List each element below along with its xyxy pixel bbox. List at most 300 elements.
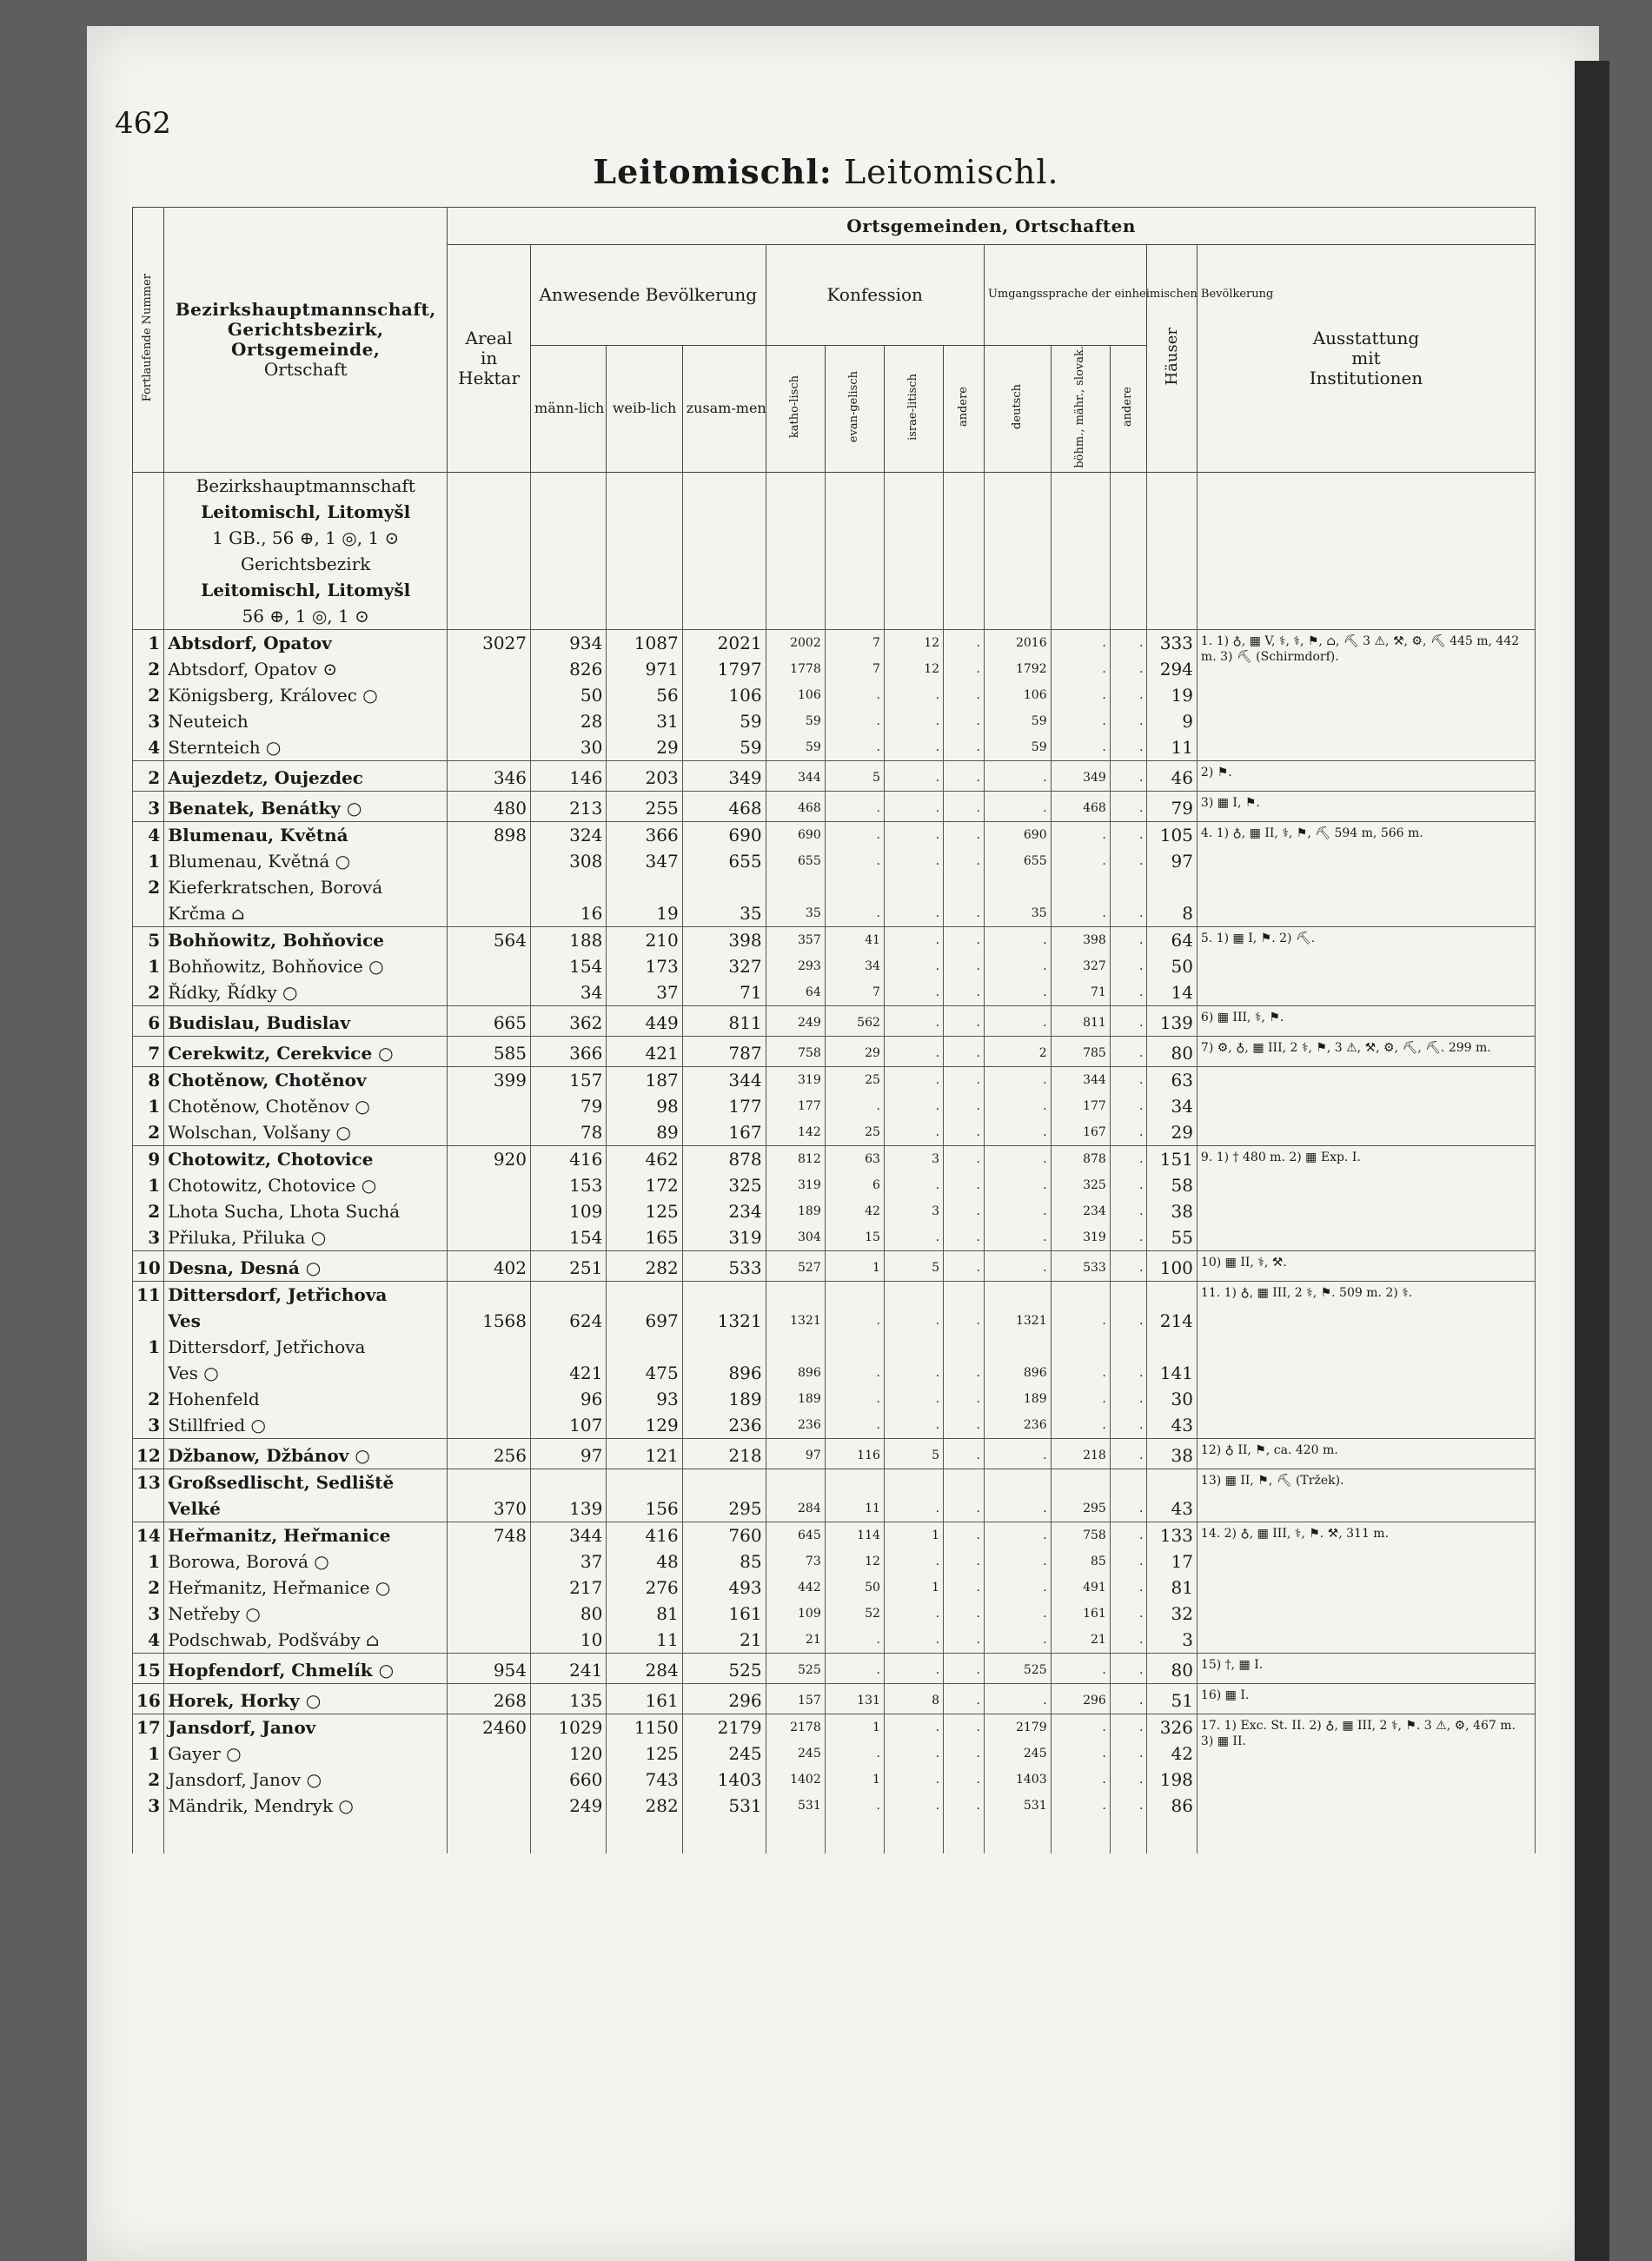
value-de: 245 [984,1741,1051,1767]
binding-edge [1575,61,1609,2261]
index-cell: 2 [133,682,164,708]
value-ev: 114 [825,1522,884,1549]
value-ev: . [825,708,884,734]
value-t: 344 [682,1067,766,1094]
value-and: . [944,927,985,954]
empty-cell [1051,525,1110,551]
value-m: 324 [531,822,607,849]
index-cell: 1 [133,1548,164,1575]
empty-cell [531,499,607,525]
value-t: 533 [682,1251,766,1282]
value-cz [1051,1334,1110,1360]
empty-cell [766,577,825,603]
index-cell: 9 [133,1146,164,1173]
value-w: 421 [607,1037,682,1067]
value-ev [825,1282,884,1309]
value-area: 2460 [448,1714,531,1741]
empty-cell [944,551,985,577]
value-m: 366 [531,1037,607,1067]
index-cell: 6 [133,1006,164,1037]
index-cell: 16 [133,1684,164,1714]
district-header-line: Leitomischl, Litomyšl [164,577,448,603]
value-t: 787 [682,1037,766,1067]
empty-cell [448,473,531,500]
value-ev: 50 [825,1575,884,1601]
empty-cell [1147,499,1198,525]
value-t: 85 [682,1548,766,1575]
empty-cell [944,603,985,630]
value-ev: . [825,900,884,927]
table-row [133,1654,1536,1684]
district-header-row [133,603,1536,630]
value-area [448,1601,531,1627]
district-header-line: Bezirkshauptmannschaft [164,473,448,500]
value-m: 362 [531,1006,607,1037]
value-area [448,979,531,1006]
value-area [448,1172,531,1198]
value-la: . [1110,734,1147,761]
value-ev: 1 [825,1251,884,1282]
value-ev: 6 [825,1172,884,1198]
value-kath: 812 [766,1146,825,1173]
header-area: Areal in Hektar [448,245,531,473]
institutions-cell: 12) ♁ II, ⚑, ca. 420 m. [1197,1439,1535,1469]
value-h: 79 [1147,792,1198,822]
table-body [133,473,1536,1854]
value-de: . [984,1093,1051,1119]
value-isr: . [884,1601,943,1627]
value-la: . [1110,1224,1147,1251]
index-cell: 2 [133,761,164,792]
value-w: 125 [607,1198,682,1224]
value-isr: . [884,1793,943,1819]
empty-cell [531,525,607,551]
value-kath: 236 [766,1412,825,1439]
place-name: Abtsdorf, Opatov ⊙ [164,656,448,682]
empty-cell [1051,499,1110,525]
value-and [944,1469,985,1496]
header-houses: Häuser [1147,245,1198,473]
value-la: . [1110,1741,1147,1767]
value-isr: . [884,1224,943,1251]
value-kath: 189 [766,1386,825,1412]
value-t: 236 [682,1412,766,1439]
value-ev: . [825,848,884,874]
value-de: . [984,1627,1051,1654]
value-kath: 442 [766,1575,825,1601]
value-la: . [1110,1714,1147,1741]
value-h: 97 [1147,848,1198,874]
empty-cell [944,473,985,500]
running-title-rest: Leitomischl. [843,153,1059,191]
value-w: 81 [607,1601,682,1627]
value-h: 43 [1147,1412,1198,1439]
value-de: 59 [984,734,1051,761]
value-kath: 1778 [766,656,825,682]
value-ev: 7 [825,656,884,682]
value-w: 31 [607,708,682,734]
value-m [531,1334,607,1360]
value-la: . [1110,1654,1147,1684]
value-la: . [1110,1067,1147,1094]
value-la: . [1110,1308,1147,1334]
value-area [448,1741,531,1767]
value-and: . [944,1093,985,1119]
value-isr: . [884,734,943,761]
value-la: . [1110,1037,1147,1067]
value-and: . [944,1360,985,1386]
value-h: 3 [1147,1627,1198,1654]
table-row [133,1146,1536,1173]
value-m: 37 [531,1548,607,1575]
value-t: 493 [682,1575,766,1601]
value-area [448,1334,531,1360]
value-isr: . [884,1627,943,1654]
value-ev: 562 [825,1006,884,1037]
value-w: 971 [607,656,682,682]
value-h: 55 [1147,1224,1198,1251]
empty-cell [1051,551,1110,577]
value-isr [884,874,943,900]
empty-cell [607,525,682,551]
place-name: Großsedlischt, Sedliště [164,1469,448,1496]
index-cell: 12 [133,1439,164,1469]
value-w [607,1334,682,1360]
value-h: 46 [1147,761,1198,792]
value-and: . [944,1198,985,1224]
value-cz: . [1051,1360,1110,1386]
value-area [448,1282,531,1309]
value-de: . [984,1684,1051,1714]
empty-cell [884,473,943,500]
value-cz: 758 [1051,1522,1110,1549]
empty-cell [607,603,682,630]
empty-cell [682,1819,766,1853]
empty-cell [1197,603,1535,630]
value-area: 480 [448,792,531,822]
value-h: 38 [1147,1439,1198,1469]
value-t: 167 [682,1119,766,1146]
value-kath: 284 [766,1495,825,1522]
district-header-line: 1 GB., 56 ⊕, 1 ◎, 1 ⊙ [164,525,448,551]
value-la: . [1110,848,1147,874]
value-cz: 167 [1051,1119,1110,1146]
district-header-line: Leitomischl, Litomyšl [164,499,448,525]
value-and: . [944,1224,985,1251]
value-isr: 5 [884,1251,943,1282]
value-area [448,708,531,734]
empty-cell [1051,603,1110,630]
value-de: 2016 [984,630,1051,657]
place-name: Hopfendorf, Chmelík ○ [164,1654,448,1684]
value-m: 153 [531,1172,607,1198]
index-cell: 2 [133,979,164,1006]
value-ev: 34 [825,953,884,979]
place-name: Ves ○ [164,1360,448,1386]
index-cell: 1 [133,1334,164,1360]
value-area: 370 [448,1495,531,1522]
table-end-row [133,1819,1536,1853]
value-isr: 1 [884,1575,943,1601]
value-area [448,1469,531,1496]
value-area [448,1793,531,1819]
place-name: Krčma ⌂ [164,900,448,927]
place-name: Chotěnow, Chotěnov [164,1067,448,1094]
value-area: 1568 [448,1308,531,1334]
value-ev [825,874,884,900]
place-name: Bohňowitz, Bohňovice ○ [164,953,448,979]
value-de: 2179 [984,1714,1051,1741]
value-m: 96 [531,1386,607,1412]
value-de: 2 [984,1037,1051,1067]
empty-cell [884,499,943,525]
value-la: . [1110,1548,1147,1575]
empty-cell [531,551,607,577]
value-area: 748 [448,1522,531,1549]
header-german: deutsch [984,346,1051,473]
index-cell: 1 [133,630,164,657]
institutions-cell: 14. 2) ♁, ▦ III, ⚕, ⚑. ⚒, 311 m. [1197,1522,1535,1654]
value-cz: 349 [1051,761,1110,792]
empty-cell [1147,473,1198,500]
empty-cell [984,525,1051,551]
empty-cell [825,1819,884,1853]
empty-cell [682,499,766,525]
index-cell: 3 [133,792,164,822]
index-cell: 11 [133,1282,164,1309]
value-area: 402 [448,1251,531,1282]
value-and: . [944,1412,985,1439]
value-de [984,1469,1051,1496]
value-la: . [1110,708,1147,734]
value-area [448,874,531,900]
empty-cell [448,551,531,577]
value-area: 256 [448,1439,531,1469]
value-w: 129 [607,1412,682,1439]
table-row [133,1251,1536,1282]
empty-cell [766,551,825,577]
place-name: Lhota Sucha, Lhota Suchá [164,1198,448,1224]
value-la: . [1110,979,1147,1006]
value-kath: 527 [766,1251,825,1282]
value-t: 218 [682,1439,766,1469]
value-ev: 116 [825,1439,884,1469]
empty-cell [448,525,531,551]
empty-cell [825,603,884,630]
value-isr: . [884,927,943,954]
institutions-cell: 3) ▦ I, ⚑. [1197,792,1535,822]
value-h: 32 [1147,1601,1198,1627]
value-cz [1051,1282,1110,1309]
value-and: . [944,1627,985,1654]
value-de: . [984,1067,1051,1094]
table-row [133,1714,1536,1741]
value-de: . [984,1119,1051,1146]
index-cell: 2 [133,1575,164,1601]
value-w: 210 [607,927,682,954]
value-h: 80 [1147,1654,1198,1684]
value-ev: 131 [825,1684,884,1714]
value-t: 161 [682,1601,766,1627]
value-and: . [944,1037,985,1067]
index-cell: 15 [133,1654,164,1684]
empty-cell [825,525,884,551]
institutions-cell: 15) †, ▦ I. [1197,1654,1535,1684]
header-index: Fortlaufende Nummer [133,208,164,473]
value-kath: 525 [766,1654,825,1684]
header-male: männ-lich [531,346,607,473]
value-ev: 11 [825,1495,884,1522]
value-and: . [944,1548,985,1575]
empty-cell [884,551,943,577]
value-w: 93 [607,1386,682,1412]
value-w: 203 [607,761,682,792]
value-kath: 344 [766,761,825,792]
place-name: Benatek, Benátky ○ [164,792,448,822]
value-and: . [944,682,985,708]
value-and: . [944,1119,985,1146]
value-t: 896 [682,1360,766,1386]
empty-cell [944,577,985,603]
value-area [448,682,531,708]
value-de: . [984,1575,1051,1601]
value-la: . [1110,1412,1147,1439]
empty-cell [1110,551,1147,577]
value-kath [766,1469,825,1496]
institutions-cell: 13) ▦ II, ⚑, ⛏ (Tržek). [1197,1469,1535,1522]
value-cz: . [1051,1654,1110,1684]
value-and: . [944,734,985,761]
empty-cell [531,1819,607,1853]
empty-cell [825,499,884,525]
value-and: . [944,708,985,734]
value-w: 165 [607,1224,682,1251]
value-ev: 12 [825,1548,884,1575]
index-cell: 3 [133,1224,164,1251]
value-area [448,900,531,927]
value-t: 1321 [682,1308,766,1334]
empty-cell [1197,1819,1535,1853]
value-w: 1150 [607,1714,682,1741]
empty-cell [682,551,766,577]
value-isr: 5 [884,1439,943,1469]
index-cell [133,499,164,525]
value-m: 217 [531,1575,607,1601]
value-h: 326 [1147,1714,1198,1741]
value-kath [766,874,825,900]
empty-cell [448,603,531,630]
value-cz: 319 [1051,1224,1110,1251]
index-cell: 2 [133,1386,164,1412]
index-cell [133,577,164,603]
table-row [133,1282,1536,1309]
value-la: . [1110,1601,1147,1627]
value-cz: 177 [1051,1093,1110,1119]
value-t: 71 [682,979,766,1006]
value-kath: 59 [766,708,825,734]
header-population: Anwesende Bevölkerung [531,245,766,346]
header-total: zusam-men [682,346,766,473]
value-area: 920 [448,1146,531,1173]
value-and: . [944,1793,985,1819]
value-kath: 73 [766,1548,825,1575]
value-de [984,1282,1051,1309]
value-isr: . [884,1654,943,1684]
value-t: 398 [682,927,766,954]
value-w: 125 [607,1741,682,1767]
value-m: 154 [531,953,607,979]
district-header-row [133,473,1536,500]
value-isr: . [884,1767,943,1793]
value-ev: . [825,734,884,761]
value-kath: 1402 [766,1767,825,1793]
index-cell: 7 [133,1037,164,1067]
value-kath: 293 [766,953,825,979]
value-kath: 21 [766,1627,825,1654]
value-la: . [1110,1198,1147,1224]
value-la: . [1110,656,1147,682]
value-kath: 2178 [766,1714,825,1741]
value-de: . [984,1224,1051,1251]
value-isr: . [884,1386,943,1412]
value-t: 760 [682,1522,766,1549]
place-name: Neuteich [164,708,448,734]
value-and: . [944,1654,985,1684]
empty-cell [164,1819,448,1853]
empty-cell [1197,525,1535,551]
place-name: Heřmanitz, Heřmanice [164,1522,448,1549]
value-area [448,734,531,761]
value-h: 38 [1147,1198,1198,1224]
value-de: . [984,761,1051,792]
value-m: 16 [531,900,607,927]
value-m: 146 [531,761,607,792]
value-h: 58 [1147,1172,1198,1198]
value-de: . [984,1198,1051,1224]
value-de: 1321 [984,1308,1051,1334]
value-m [531,1282,607,1309]
value-h: 43 [1147,1495,1198,1522]
place-name: Dittersdorf, Jetřichova [164,1334,448,1360]
value-kath: 645 [766,1522,825,1549]
index-cell: 5 [133,927,164,954]
institutions-cell: 16) ▦ I. [1197,1684,1535,1714]
value-cz: 234 [1051,1198,1110,1224]
value-cz: 785 [1051,1037,1110,1067]
value-ev [825,1334,884,1360]
value-area [448,1093,531,1119]
value-area [448,656,531,682]
value-t: 319 [682,1224,766,1251]
value-t: 234 [682,1198,766,1224]
empty-cell [1147,525,1198,551]
value-and [944,874,985,900]
value-ev: . [825,822,884,849]
value-de: 655 [984,848,1051,874]
table-row [133,1067,1536,1094]
value-area: 954 [448,1654,531,1684]
value-w: 366 [607,822,682,849]
value-m: 251 [531,1251,607,1282]
index-cell: 1 [133,1172,164,1198]
place-name: Jansdorf, Janov [164,1714,448,1741]
value-isr: 8 [884,1684,943,1714]
value-isr: . [884,1412,943,1439]
empty-cell [1051,1819,1110,1853]
value-ev: 25 [825,1067,884,1094]
value-t [682,1469,766,1496]
value-ev: 42 [825,1198,884,1224]
